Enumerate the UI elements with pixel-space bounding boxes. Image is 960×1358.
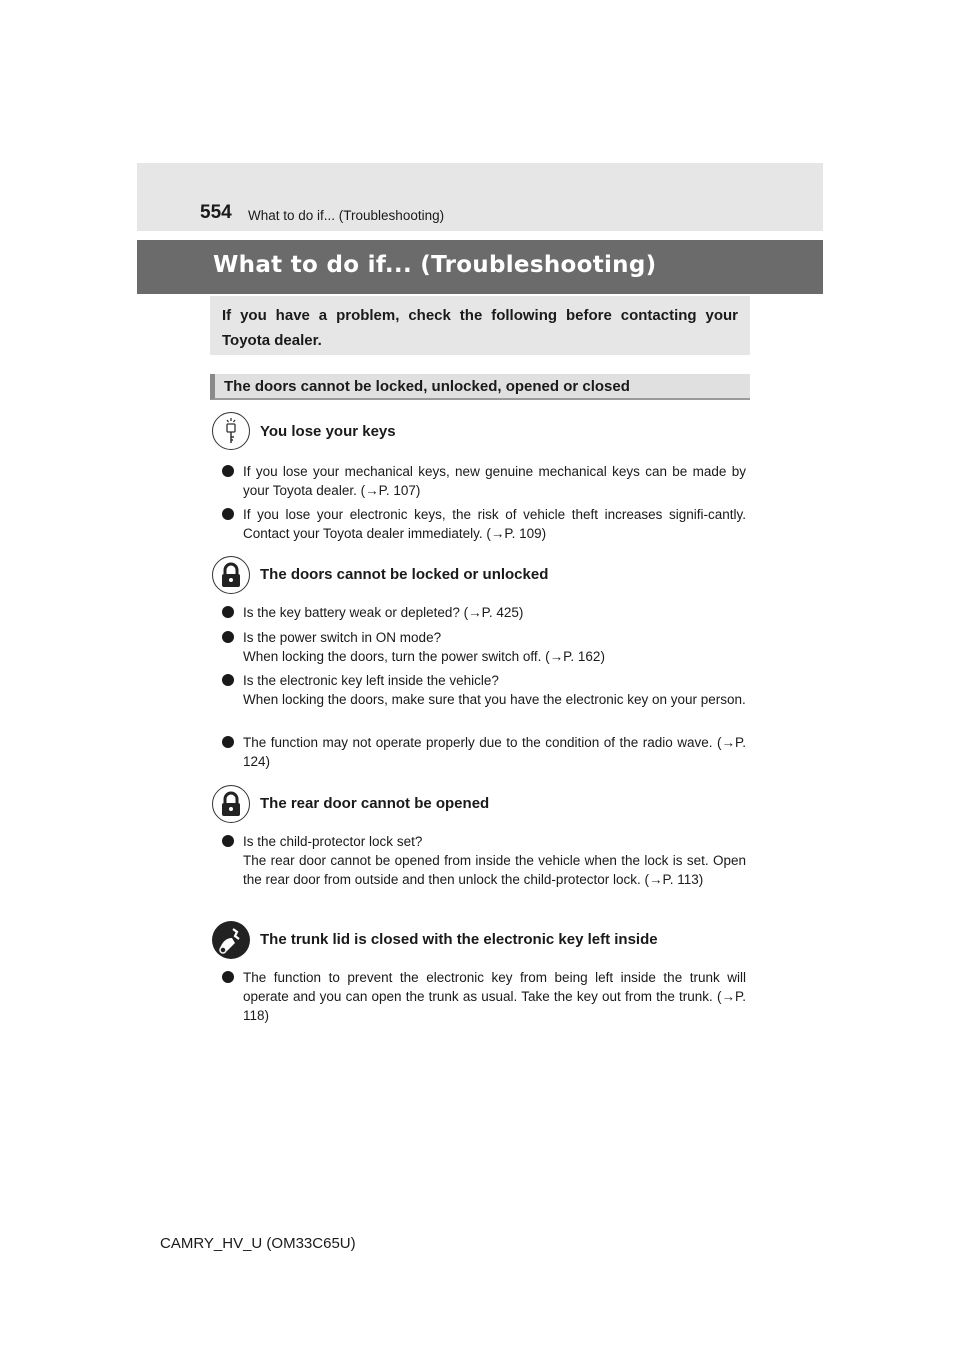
bullet-text: Is the child-protector lock set? [243,834,423,849]
bullet-text: The function may not operate properly due to the condition of the radio wave. (→P. 124) [243,735,746,769]
list-item [222,628,746,666]
bullet-text: The rear door cannot be opened from inside the vehicle when the lock is set. Open the rear door from outside and then unlock the child-protector lock. (→P. 113) [243,853,746,887]
bullet-dot [222,465,234,477]
bullet-text: When locking the doors, make sure that you have the electronic key on your person. [243,692,746,707]
bullet-text: Is the power switch in ON mode? [243,630,442,645]
key-icon [212,412,250,450]
list-item [222,505,746,543]
running-title: What to do if... (Troubleshooting) [248,208,445,223]
bullet-dot [222,835,234,847]
bullet-text: If you lose your mechanical keys, new genuine mechanical keys can be made by your Toyota dealer. (→P. 107) [243,464,746,498]
list-item [222,968,746,1025]
lock-icon [212,785,250,823]
bullet-text: When locking the doors, turn the power switch off. (→P. 162) [243,649,605,664]
subsection-heading: The trunk lid is closed with the electronic key left inside [260,931,658,948]
bullet-dot [222,971,234,983]
bullet-dot [222,606,234,618]
trunk-key-icon [212,921,250,959]
bullet-text: If you lose your electronic keys, the risk of vehicle theft increases signifi-cantly. Contact your Toyota dealer immediately. (→P. 109) [243,507,746,541]
bullet-text: Is the key battery weak or depleted? (→P. 425) [243,605,524,620]
bullet-text: The function to prevent the electronic key from being left inside the trunk will operate and you can open the trunk as usual. Take the key out from the trunk. (→P. 118) [243,970,746,1023]
bullet-dot [222,508,234,520]
list-item [222,671,746,709]
subsection-heading: The doors cannot be locked or unlocked [260,566,549,583]
list-item [222,603,746,622]
page-number: 554 [200,202,232,223]
lock-icon [212,556,250,594]
bullet-text: Is the electronic key left inside the vehicle? [243,673,499,688]
subsection-heading: The rear door cannot be opened [260,795,490,812]
intro-text: If you have a problem, check the following before contacting your Toyota dealer. [222,307,738,349]
page-title: What to do if... (Troubleshooting) [213,252,657,278]
list-item [222,733,746,771]
subsection-heading: You lose your keys [260,423,396,440]
section-heading: The doors cannot be locked, unlocked, opened or closed [224,378,630,395]
footer-model-code: CAMRY_HV_U (OM33C65U) [160,1235,356,1252]
bullet-dot [222,736,234,748]
header-band [137,163,823,231]
list-item [222,832,746,889]
list-item [222,462,746,500]
bullet-dot [222,674,234,686]
bullet-dot [222,631,234,643]
